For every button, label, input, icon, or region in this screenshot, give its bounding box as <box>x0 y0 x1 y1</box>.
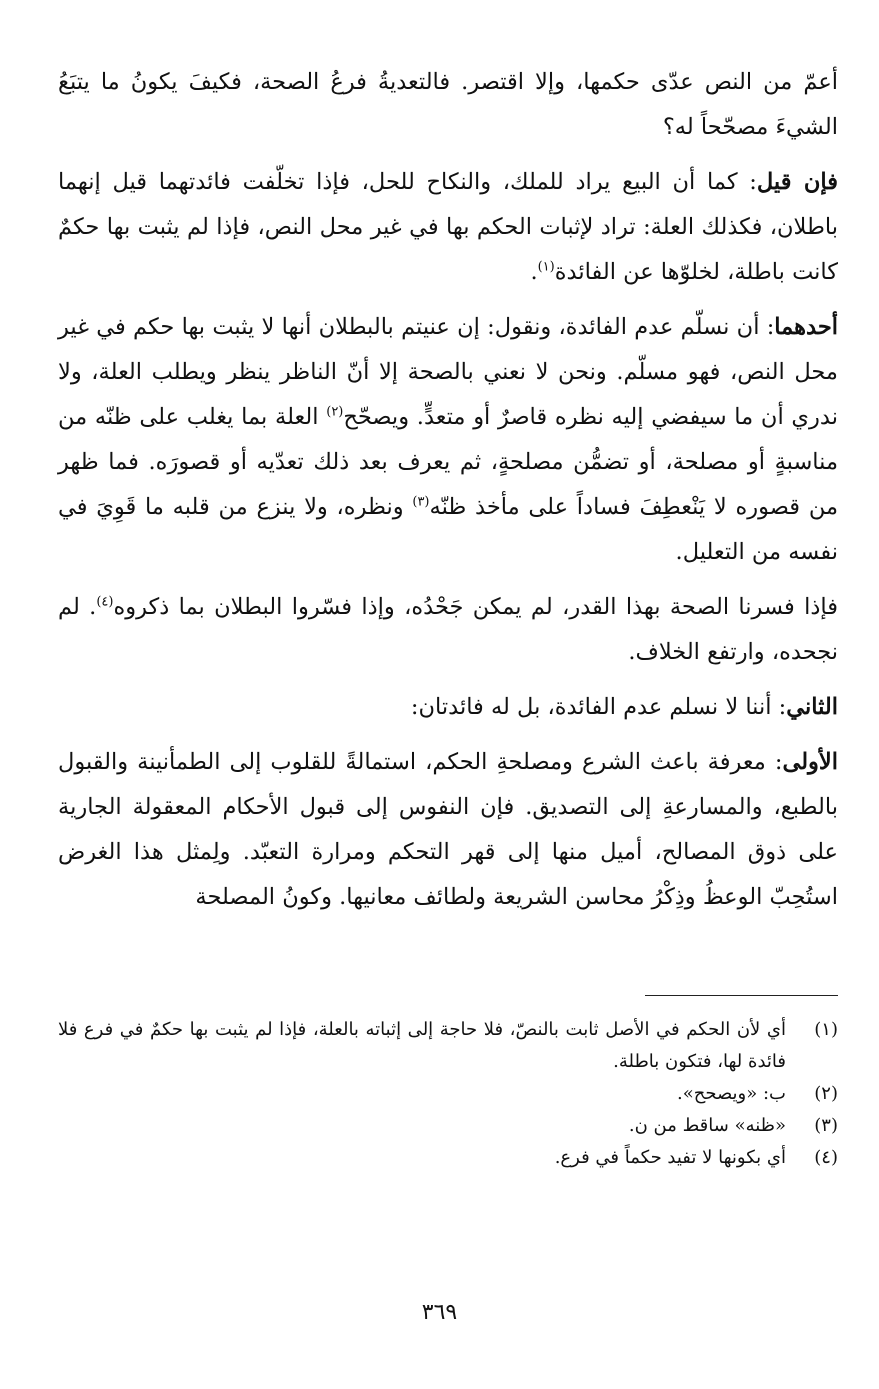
paragraph-3 <box>58 305 838 575</box>
paragraph-4 <box>58 585 838 675</box>
paragraph-5 <box>58 685 838 730</box>
footnote-4 <box>58 1142 838 1174</box>
footnote-3 <box>58 1110 838 1142</box>
paragraph-3-lead: أحدهما <box>774 314 838 340</box>
paragraph-1-text: أعمّ من النص عدّى حكمها، وإلا اقتصر. فالتعديةُ فرعُ الصحة، فكيفَ يكونُ ما يتبَعُ الشيءَ مصحّحاً له؟ <box>58 69 838 140</box>
footnote-ref-2[interactable]: (٢) <box>326 404 344 420</box>
footnote-2-text: ب: «ويصحح». <box>676 1083 786 1104</box>
paragraph-6 <box>58 740 838 920</box>
footnote-2-number: (٢) <box>814 1083 838 1104</box>
paragraph-3-text-b: العلة بما يغلب على ظنّه من مناسبةٍ أو مصلحة، أو تضمُّن مصلحةٍ، ثم يعرف بعد ذلك تعدّيه أو قصورَه. فما ظهر من قصوره لا يَنْعطِفَ فساداً على مأخذ ظنّه <box>58 404 838 520</box>
paragraph-5-lead: الثاني <box>786 694 838 720</box>
footnote-ref-3[interactable]: (٣) <box>412 494 430 510</box>
page-number: ٣٦٩ <box>421 1300 458 1325</box>
paragraph-3-text-c: ونظره، ولا ينزع من قلبه ما قَوِيَ في نفسه من التعليل. <box>58 494 838 565</box>
paragraph-4-tail: . لم نجحده، وارتفع الخلاف. <box>58 594 838 665</box>
paragraph-5-text: : أننا لا نسلم عدم الفائدة، بل له فائدتان: <box>410 694 787 720</box>
paragraph-2-lead: فإن قيل <box>756 169 838 195</box>
paragraph-6-text: : معرفة باعث الشرع ومصلحةِ الحكم، استمالةً للقلوب إلى الطمأنينة والقبول بالطبع، والمسارعةِ إلى التصديق. فإن النفوس إلى قبول الأحكام المعقولة الجارية على ذوق المصالح، أميل منها إلى قهر التحكم ومرارة التعبّد. ولِمثل هذا الغرض استُحِبّ الوعظُ وذِكْرُ محاسن الشريعة ولطائف معانيها. وكونُ المصلحة <box>58 749 838 910</box>
paragraph-2 <box>58 160 838 295</box>
footnote-1 <box>58 1014 838 1078</box>
footnote-4-text: أي بكونها لا تفيد حكماً في فرع. <box>554 1147 786 1168</box>
footnote-1-text: أي لأن الحكم في الأصل ثابت بالنصّ، فلا حاجة إلى إثباته بالعلة، فإذا لم يثبت بها حكمٌ في فرع فلا فائدة لها، فتكون باطلة. <box>58 1019 786 1072</box>
footnote-separator <box>645 995 838 996</box>
footnote-3-text: «ظنه» ساقط من ن. <box>628 1115 786 1136</box>
paragraph-2-text: : كما أن البيع يراد للملك، والنكاح للحل، فإذا تخلّفت فائدتهما قيل إنهما باطلان، فكذلك العلة: تراد لإثبات الحكم بها في غير محل النص، فإذا لم يثبت بها حكمٌ كانت باطلة، لخلوّها عن الفائدة <box>58 169 838 285</box>
paragraph-6-lead: الأولى <box>782 749 838 775</box>
footnote-ref-1[interactable]: (١) <box>537 259 555 275</box>
footnotes <box>58 1014 838 1174</box>
paragraph-1 <box>58 60 838 150</box>
footnote-4-number: (٤) <box>814 1147 838 1168</box>
paragraph-4-text: فإذا فسرنا الصحة بهذا القدر، لم يمكن جَحْدُه، وإذا فسّروا البطلان بما ذكروه <box>113 594 838 620</box>
footnote-3-number: (٣) <box>814 1115 838 1136</box>
footnote-2 <box>58 1078 838 1110</box>
paragraph-2-tail: . <box>530 259 538 285</box>
page-body <box>58 60 838 930</box>
footnote-1-number: (١) <box>814 1019 838 1040</box>
footnote-ref-4[interactable]: (٤) <box>96 594 114 610</box>
paragraph-3-text-a: : أن نسلّم عدم الفائدة، ونقول: إن عنيتم بالبطلان أنها لا يثبت بها حكم في غير محل النص، فهو مسلّم. ونحن لا نعني بالصحة إلا أنّ الناظر ينظر ويطلب العلة، ولا ندري أن ما سيفضي إليه نظره قاصرٌ أو متعدٍّ. ويصحّح <box>58 314 838 430</box>
